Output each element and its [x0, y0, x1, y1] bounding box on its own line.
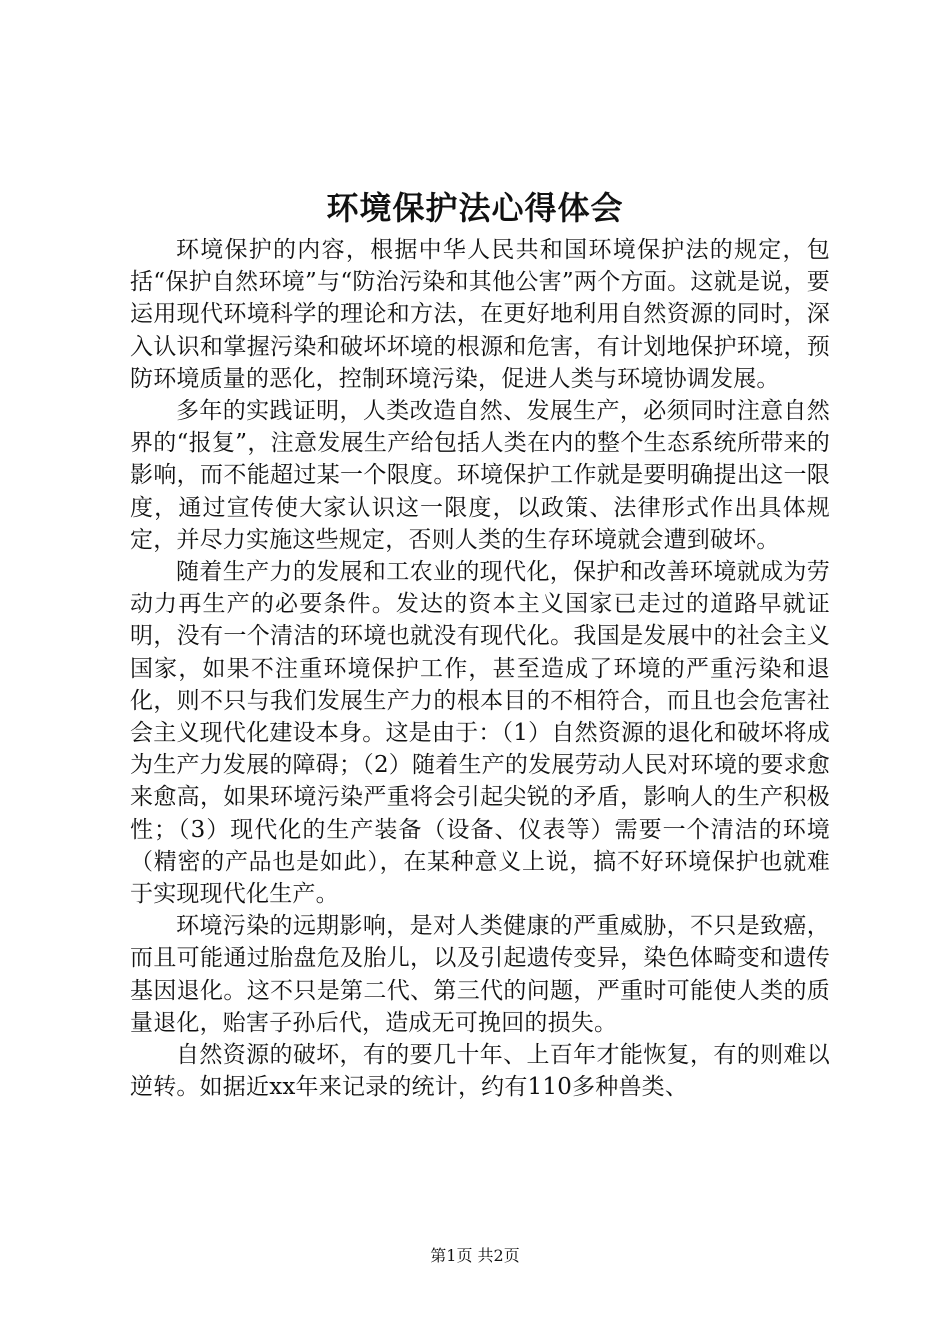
paragraph: 随着生产力的发展和工农业的现代化，保护和改善环境就成为劳动力再生产的必要条件。发达的资本主义国家已走过的道路早就证明，没有一个清洁的环境也就没有现代化。我国是发展中的社会主义国家，如果不注重环境保护工作，甚至造成了环境的严重污染和退化，则不只与我们发展生产力的根本目的不相符合，而且也会危害社会主义现代化建设本身。这是由于：（1）自然资源的退化和破坏将成为生产力发展的障碍；（2）随着生产的发展劳动人民对环境的要求愈来愈高，如果环境污染严重将会引起尖锐的矛盾，影响人的生产积极性；（3）现代化的生产装备（设备、仪表等）需要一个清洁的环境（精密的产品也是如此），在某种意义上说，搞不好环境保护也就难于实现现代化生产。	[130, 559, 830, 908]
document-title: 环境保护法心得体会	[326, 189, 624, 227]
page-number-footer: 第1页 共2页	[430, 1246, 520, 1265]
paragraph: 自然资源的破坏，有的要几十年、上百年才能恢复，有的则难以逆转。如据近xx年来记录的统计，约有110多种兽类、	[130, 1042, 830, 1101]
paragraph: 环境污染的远期影响，是对人类健康的严重威胁，不只是致癌，而且可能通过胎盘危及胎儿，以及引起遗传变异，染色体畸变和遗传基因退化。这不只是第二代、第三代的问题，严重时可能使人类的质量退化，贻害子孙后代，造成无可挽回的损失。	[130, 913, 830, 1036]
paragraph: 环境保护的内容，根据中华人民共和国环境保护法的规定，包括“保护自然环境”与“防治污染和其他公害”两个方面。这就是说，要运用现代环境科学的理论和方法，在更好地利用自然资源的同时，深入认识和掌握污染和破坏坏境的根源和危害，有计划地保护环境，预防环境质量的恶化，控制环境污染，促进人类与环境协调发展。	[130, 237, 830, 392]
paragraph: 多年的实践证明，人类改造自然、发展生产，必须同时注意自然界的“报复”，注意发展生产给包括人类在内的整个生态系统所带来的影响，而不能超过某一个限度。环境保护工作就是要明确提出这一限度，通过宣传使大家认识这一限度，以政策、法律形式作出具体规定，并尽力实施这些规定，否则人类的生存环境就会遭到破坏。	[130, 398, 830, 553]
document-body	[130, 234, 830, 1103]
